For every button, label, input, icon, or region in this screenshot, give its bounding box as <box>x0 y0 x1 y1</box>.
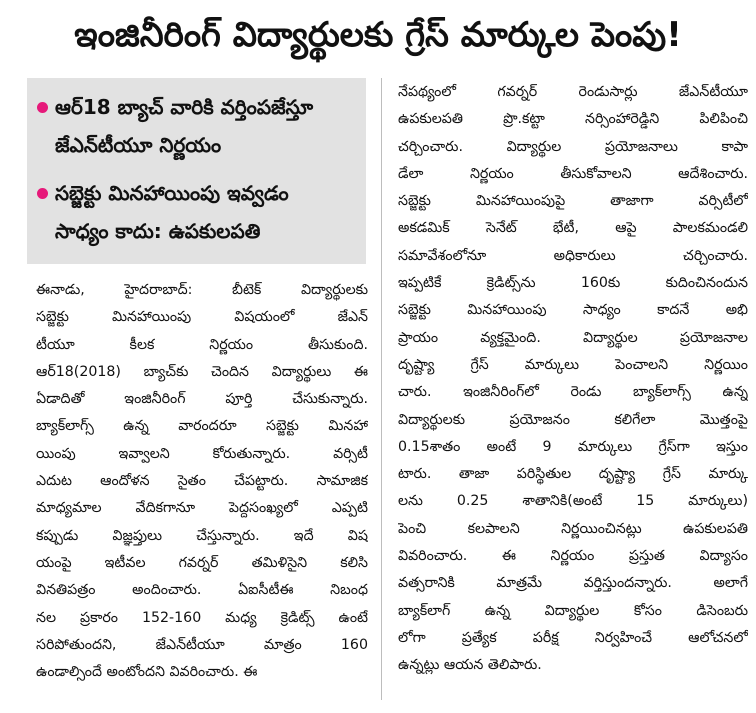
article-text-line: నేపథ్యంలో గవర్నర్ రెండుసార్లు జేఎన్‌టీయూ <box>398 84 748 100</box>
article-text-line: ఉన్నట్లు ఆయన తెలిపారు. <box>398 657 542 674</box>
article-text-line: ఉండాల్సిందే అంటోందని వివరించారు. ఈ <box>36 664 258 681</box>
article-text-line: విద్యార్థులకు ప్రయోజనం కలిగేలా మొత్తంపై <box>398 411 748 428</box>
highlight-line: జేఎన్‌టీయూ నిర్ణయం <box>55 133 222 157</box>
highlight-line: సాధ్యం కాదు: ఉపకులపతి <box>55 219 261 243</box>
article-text-line: చారు. ఇంజినీరింగ్‌లో రెండు బ్యాక్‌లాగ్స్ ఉన్న <box>398 384 748 401</box>
article-text-line: సబ్జెక్టు మినహాయింపు విషయంలో జేఎన్ <box>36 309 368 326</box>
article-text-line: దృష్ట్యా గ్రేస్ మార్కులు పెంచాలని నిర్ణయిం <box>398 356 748 373</box>
article-text-line: టారు. తాజా పరిస్థితుల దృష్ట్యా గ్రేస్ మార్కు <box>398 466 748 483</box>
article-text-line: ఇప్పటికే క్రెడిట్స్‌ను 160కు కుదించినందున <box>398 275 748 292</box>
article-text-line: ఏడాదితో ఇంజినీరింగ్ పూర్తి చేసుకున్నారు. <box>36 391 368 408</box>
article-text-line: ఉపకులపతి ప్రొ.కట్టా నర్సింహారెడ్డిని పిలిపించి <box>398 111 748 128</box>
article-text-line: టీయూ కీలక నిర్ణయం తీసుకుంది. <box>36 336 368 353</box>
right-column <box>398 79 748 680</box>
highlight-item <box>37 174 359 250</box>
article-text-line: బ్యాక్‌లాగ్స్ ఉన్న వారందరూ సబ్జెక్టు మినహా <box>36 418 368 435</box>
headline: ఇంజినీరింగ్ విద్యార్థులకు గ్రేస్ మార్కుల పెంపు! <box>74 15 682 55</box>
article-text-line: బ్యాక్‌లాగ్ ఉన్న విద్యార్థుల కోసం డిసెంబరు <box>398 602 748 619</box>
article-text-line: సరిపోతుందని, జేఎన్‌టీయూ మాత్రం 160 <box>36 636 368 653</box>
article-text-line: డేలా నిర్ణయం తీసుకోవాలని ఆదేశించారు. <box>398 165 748 182</box>
left-column <box>36 277 368 686</box>
bullet-dot-icon <box>37 102 48 113</box>
article-text-line: అకడమిక్ సెనేట్ భేటీ, ఆపై పాలకమండలి <box>398 220 748 237</box>
article-text-line: సబ్జెక్టు మినహాయింపు సాధ్యం కాదనే అభి <box>398 302 748 319</box>
article-text-line: లను 0.25 శాతానికి(అంటే 15 మార్కులు) <box>398 493 748 510</box>
article-text-line: ఆర్18(2018) బ్యాచ్‌కు చెందిన విద్యార్థులు ఈ <box>36 363 368 380</box>
article-text-line: కప్పుడు విజ్ఞప్తులు చేస్తున్నారు. ఇదే విష <box>36 527 368 544</box>
article-text-line: సమావేశంలోనూ అధికారులు చర్చించారు. <box>398 247 748 264</box>
highlight-line: సబ్జెక్టు మినహాయింపు ఇవ్వడం <box>55 181 289 205</box>
article-text-line: 0.15శాతం అంటే 9 మార్కులు గ్రేస్‌గా ఇస్తుం <box>398 438 748 455</box>
article-text-line: వివరించారు. ఈ నిర్ణయం ప్రస్తుత విద్యాసం <box>398 548 748 565</box>
article-text-line: ఈనాడు, హైదరాబాద్: బీటెక్ విద్యార్థులకు <box>36 282 368 298</box>
article-text-line: వినతిపత్రం అందించారు. ఏఐసీటీఈ నిబంధ <box>36 582 368 599</box>
article-text-line: సబ్జెక్టు మినహాయింపుపై తాజాగా వర్సిటీలో <box>398 193 748 210</box>
article-text-line: లోగా ప్రత్యేక పరీక్ష నిర్వహించే ఆలోచనలో <box>398 629 748 646</box>
article-text-line: యింపు ఇవ్వాలని కోరుతున్నారు. వర్సిటీ <box>36 445 368 462</box>
article-text-line: ప్రాయం వ్యక్తమైంది. విద్యార్థుల ప్రయోజనాల <box>398 329 748 346</box>
article-text-line: వత్సరానికి మాత్రమే వర్తిస్తుందన్నారు. అలాగే <box>398 575 748 592</box>
article-text-line: పెంచి కలపాలని నిర్ణయించినట్లు ఉపకులపతి <box>398 520 748 537</box>
column-divider <box>381 78 382 700</box>
bullet-dot-icon <box>37 188 48 199</box>
highlights-box <box>27 78 366 264</box>
article-text-line: మాధ్యమాల వేదికగానూ పెద్దసంఖ్యలో ఎప్పటి <box>36 500 368 517</box>
article-text-line: చర్చించారు. విద్యార్థుల ప్రయోజనాలు కాపా <box>398 138 748 155</box>
article-text-line: ఎదుట ఆందోళన సైతం చేపట్టారు. సామాజిక <box>36 473 368 490</box>
article-text-line: నల ప్రకారం 152-160 మధ్య క్రెడిట్స్ ఉంటే <box>36 609 368 626</box>
highlight-line: ఆర్18 బ్యాచ్ వారికి వర్తింపజేస్తూ <box>55 95 314 119</box>
article-text-line: యంపై ఇటీవల గవర్నర్ తమిళిసైని కలిసి <box>36 554 368 571</box>
highlight-item <box>37 88 359 164</box>
